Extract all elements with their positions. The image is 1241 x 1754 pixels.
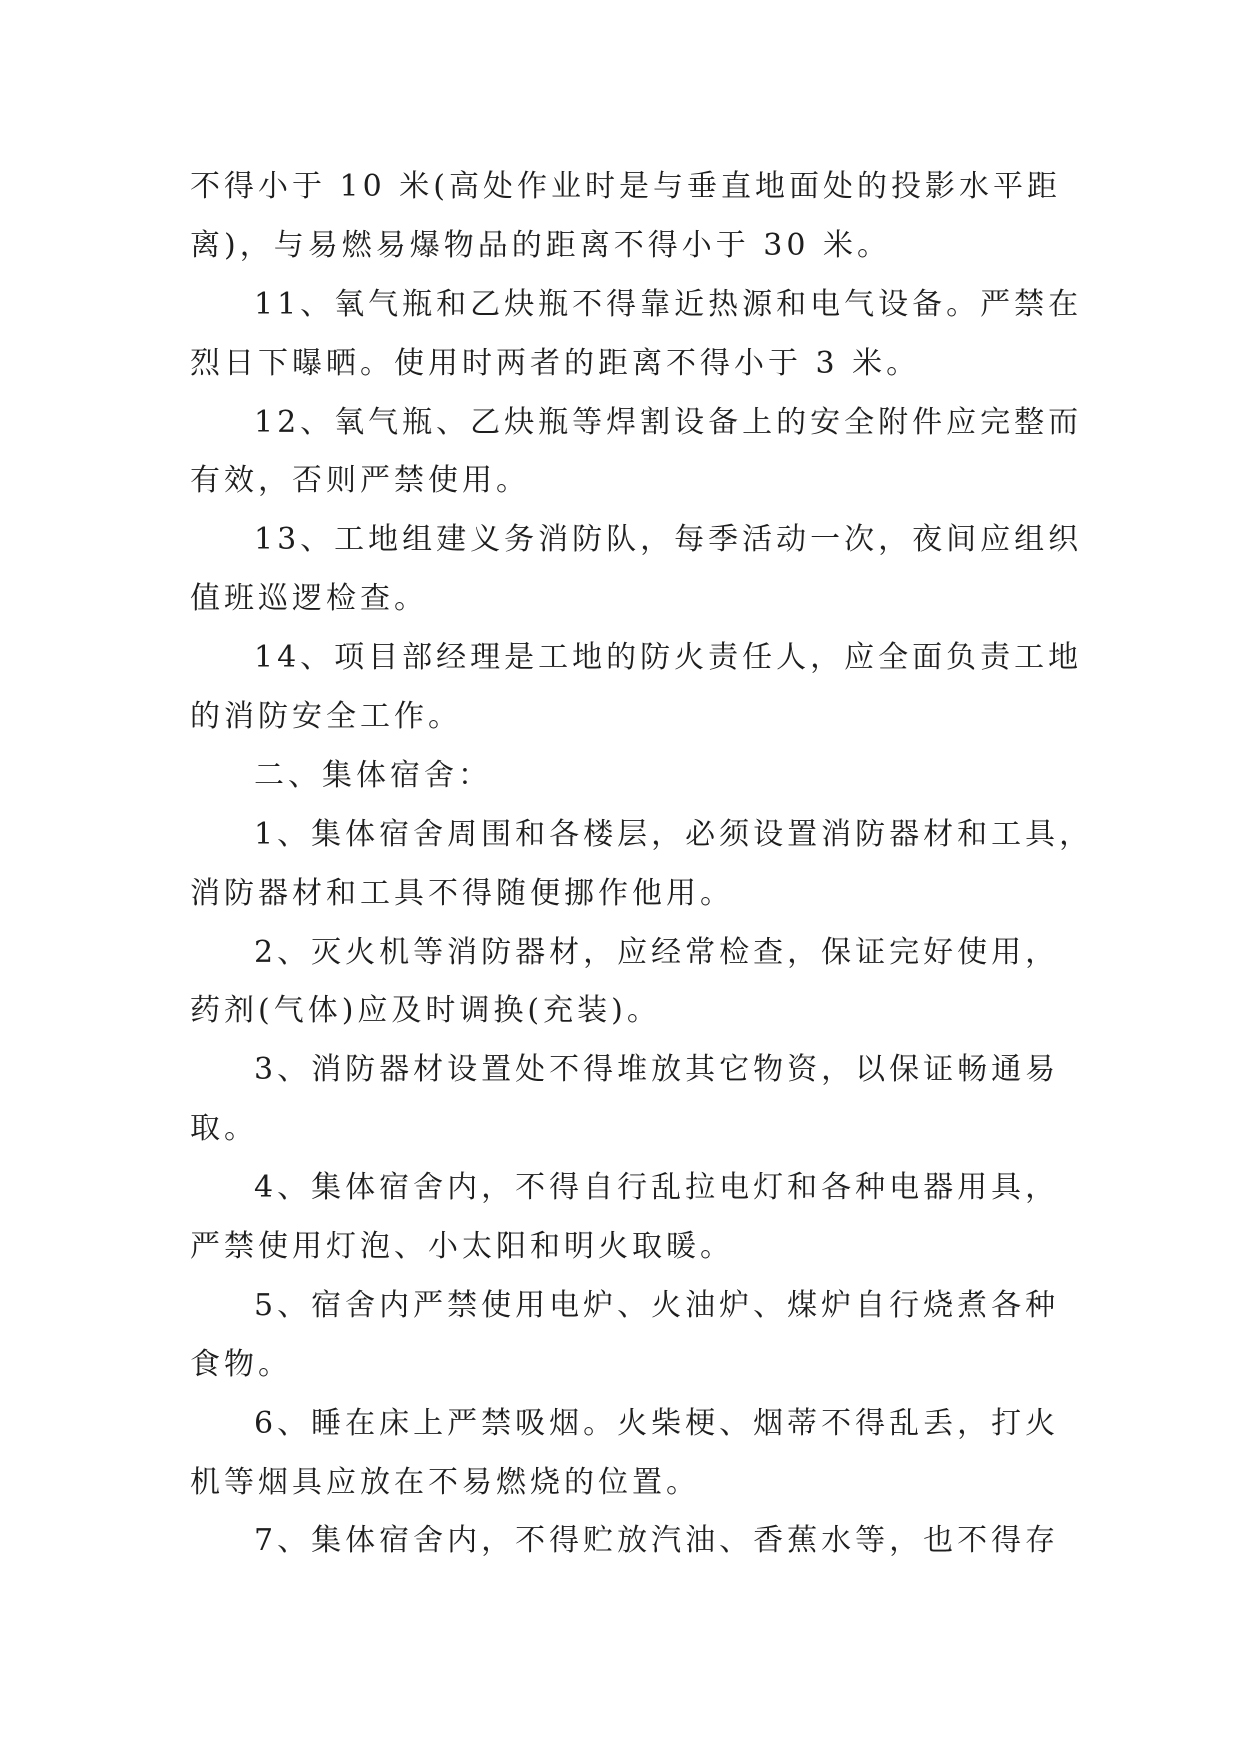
text-line: 5、宿舍内严禁使用电炉、火油炉、煤炉自行烧煮各种 (254, 1287, 1060, 1323)
text-line: 烈日下曝晒。使用时两者的距离不得小于 3 米。 (190, 345, 921, 381)
text-line: 药剂(气体)应及时调换(充装)。 (190, 993, 661, 1029)
section-heading: 二、集体宿舍： (254, 757, 492, 793)
text-line: 13、工地组建义务消防队，每季活动一次，夜间应组织 (254, 522, 1083, 558)
text-line: 11、氧气瓶和乙炔瓶不得靠近热源和电气设备。严禁在 (254, 286, 1083, 322)
text-line: 12、氧气瓶、乙炔瓶等焊割设备上的安全附件应完整而 (254, 404, 1083, 440)
text-line: 离)，与易燃易爆物品的距离不得小于 30 米。 (190, 227, 891, 263)
text-line: 7、集体宿舍内，不得贮放汽油、香蕉水等，也不得存 (254, 1523, 1060, 1559)
text-line: 的消防安全工作。 (190, 699, 462, 735)
text-line: 6、睡在床上严禁吸烟。火柴梗、烟蒂不得乱丢，打火 (254, 1405, 1060, 1441)
text-line: 机等烟具应放在不易燃烧的位置。 (190, 1464, 700, 1500)
text-line: 不得小于 10 米(高处作业时是与垂直地面处的投影水平距 (190, 169, 1061, 204)
text-line: 食物。 (190, 1346, 292, 1382)
text-line: 4、集体宿舍内，不得自行乱拉电灯和各种电器用具， (254, 1170, 1060, 1206)
text-line: 1、集体宿舍周围和各楼层，必须设置消防器材和工具， (254, 816, 1094, 852)
text-line: 有效，否则严禁使用。 (190, 463, 530, 499)
text-line: 2、灭火机等消防器材，应经常检查，保证完好使用， (254, 934, 1060, 970)
document-body (190, 158, 1094, 1571)
text-line: 3、消防器材设置处不得堆放其它物资，以保证畅通易 (254, 1052, 1060, 1088)
text-line: 取。 (190, 1111, 258, 1147)
text-line: 消防器材和工具不得随便挪作他用。 (190, 875, 734, 911)
text-line: 严禁使用灯泡、小太阳和明火取暖。 (190, 1229, 734, 1265)
text-line: 值班巡逻检查。 (190, 581, 428, 617)
text-line: 14、项目部经理是工地的防火责任人，应全面负责工地 (254, 640, 1083, 676)
